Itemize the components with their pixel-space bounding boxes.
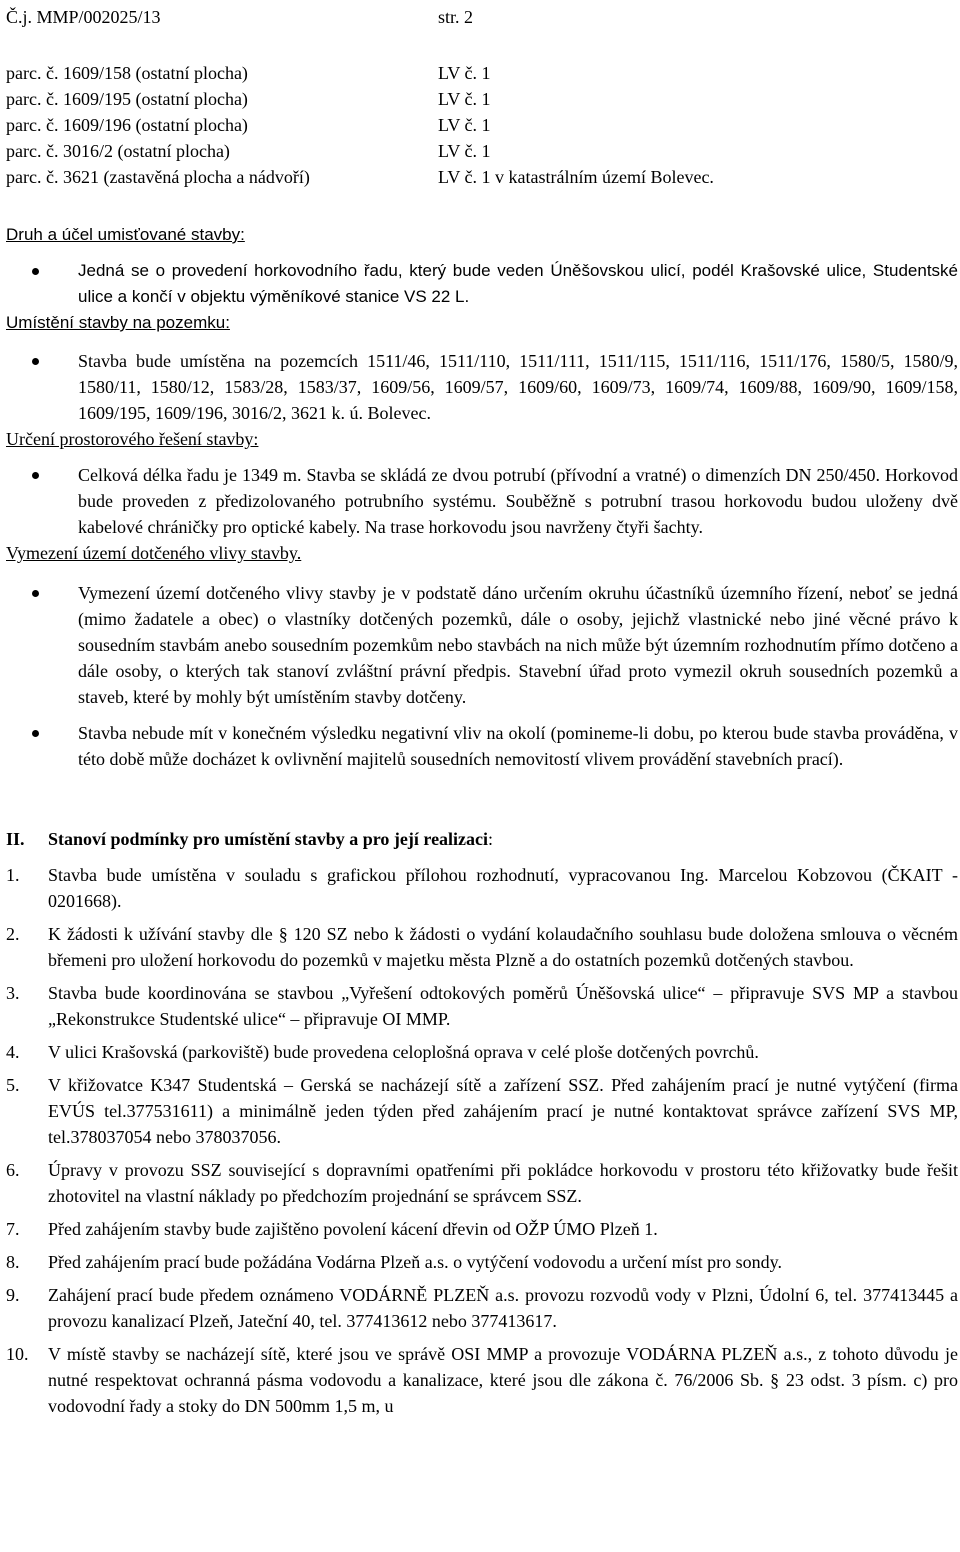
condition-number: 2. (6, 924, 20, 944)
parcel-row (6, 86, 958, 112)
condition-text: Zahájení prací bude předem oznámeno VODÁRNĚ PLZEŇ a.s. provozu rozvodů vody v Plzni, Údolní 6, tel. 377413445 a provozu kanalizací Plzeň, Jateční 40, tel. 377413612 nebo 377413617. (48, 1285, 958, 1331)
condition-item (6, 1249, 958, 1275)
section-title-druh: Druh a účel umisťované stavby: (6, 225, 245, 244)
parcel-lv: LV č. 1 (438, 89, 491, 109)
condition-number: 1. (6, 865, 20, 885)
condition-item (6, 1039, 958, 1065)
condition-text: Před zahájením prací bude požádána Vodárna Plzeň a.s. o vytýčení vodovodu a určení míst pro sondy. (48, 1252, 782, 1272)
list-item: Stavba nebude mít v konečném výsledku negativní vliv na okolí (pomineme-li dobu, po kterou bude stavba prováděna, v této době může docházet k ovlivnění majitelů sousedních nemovitostí vlivem provádění stavebních prací). (6, 720, 958, 772)
section-2-colon: : (488, 829, 494, 849)
parcel-label: parc. č. 1609/158 (ostatní plocha) (6, 63, 248, 83)
conditions-list (6, 862, 958, 1419)
section-title-vymezeni: Vymezení území dotčeného vlivy stavby. (6, 543, 302, 563)
parcel-label: parc. č. 1609/195 (ostatní plocha) (6, 89, 248, 109)
condition-text: V místě stavby se nacházejí sítě, které jsou ve správě OSI MMP a provozuje VODÁRNA PLZEŇ a.s., z tohoto důvodu je nutné respektovat ochranná pásma vodovodu a kanalizace, které jsou dle zákona č. 76/2006 Sb. § 23 odst. 3 písm. c) pro vodovodní řady a stoky do DN 500mm 1,5 m, u (48, 1344, 958, 1416)
urceni-list (6, 462, 958, 540)
parcel-label: parc. č. 3621 (zastavěná plocha a nádvoří) (6, 167, 310, 187)
parcel-lv: LV č. 1 (438, 141, 491, 161)
condition-text: Stavba bude umístěna v souladu s grafickou přílohou rozhodnutí, vypracovanou Ing. Marcelou Kobzovou (ČKAIT - 0201668). (48, 865, 958, 911)
parcel-row (6, 60, 958, 86)
condition-number: 4. (6, 1042, 20, 1062)
condition-item (6, 1341, 958, 1419)
parcel-lv: LV č. 1 (438, 115, 491, 135)
condition-item (6, 1072, 958, 1150)
condition-item (6, 980, 958, 1032)
condition-text: V ulici Krašovská (parkoviště) bude provedena celoplošná oprava v celé ploše dotčených povrchů. (48, 1042, 759, 1062)
condition-text: V křižovatce K347 Studentská – Gerská se nacházejí sítě a zařízení SSZ. Před zahájením prací je nutné vytýčení (firma EVÚS tel.377531611) a minimálně jeden týden před zahájením prací je nutné kontaktovat správce zařízení SVS MP, tel.378037054 nebo 378037056. (48, 1075, 958, 1147)
condition-number: 8. (6, 1252, 20, 1272)
condition-number: 7. (6, 1219, 20, 1239)
vymezeni-list (6, 580, 958, 772)
page-number: str. 2 (438, 7, 474, 27)
condition-number: 5. (6, 1075, 20, 1095)
druh-list (6, 258, 958, 310)
condition-item (6, 1216, 958, 1242)
section-2-title: Stanoví podmínky pro umístění stavby a pro její realizaci (48, 829, 489, 849)
condition-text: K žádosti k užívání stavby dle § 120 SZ nebo k žádosti o vydání kolaudačního souhlasu bude doložena smlouva o věcném břemeni pro uložení horkovodu do pozemků v majetku města Plzně a do ostatních pozemků dotčených stavbou. (48, 924, 958, 970)
parcel-lv: LV č. 1 v katastrálním území Bolevec. (438, 167, 714, 187)
condition-text: Před zahájením stavby bude zajištěno povolení kácení dřevin od OŽP ÚMO Plzeň 1. (48, 1219, 658, 1239)
parcel-label: parc. č. 3016/2 (ostatní plocha) (6, 141, 230, 161)
page-header (6, 4, 958, 30)
section-title-urceni: Určení prostorového řešení stavby: (6, 429, 259, 449)
section-2-number: II. (6, 829, 25, 849)
section-2-heading (6, 826, 958, 852)
document-page (6, 0, 958, 1426)
condition-number: 9. (6, 1285, 20, 1305)
parcel-label: parc. č. 1609/196 (ostatní plocha) (6, 115, 248, 135)
condition-item (6, 921, 958, 973)
parcel-row (6, 138, 958, 164)
parcel-row (6, 164, 958, 190)
condition-number: 3. (6, 983, 20, 1003)
condition-item (6, 862, 958, 914)
parcel-row (6, 112, 958, 138)
section-title-umisteni: Umístění stavby na pozemku: (6, 313, 230, 332)
condition-item (6, 1157, 958, 1209)
condition-number: 6. (6, 1160, 20, 1180)
reference-number: Č.j. MMP/002025/13 (6, 7, 161, 27)
umisteni-list (6, 348, 958, 426)
parcel-list (6, 60, 958, 190)
parcel-lv: LV č. 1 (438, 63, 491, 83)
list-item: Vymezení území dotčeného vlivy stavby je v podstatě dáno určením okruhu účastníků územního řízení, neboť se jedná (mimo žadatele a obec) o vlastníky dotčených pozemků, dále o osoby, jejichž vlastnické nebo jiné věcné právo k sousedním stavbám anebo sousedním pozemkům nebo stavbách na nich může být územním rozhodnutím přímo dotčeno a dále osoby, o kterých tak stanoví zvláštní právní předpis. Stavební úřad proto vymezil okruh sousedních pozemků a staveb, které by mohly být umístěním stavby dotčeny. (6, 580, 958, 710)
list-item: Celková délka řadu je 1349 m. Stavba se skládá ze dvou potrubí (přívodní a vratné) o dimenzích DN 250/450. Horkovod bude proveden z předizolovaného potrubního systému. Souběžně s potrubní trasou horkovodu budou uloženy dvě kabelové chráničky pro optické kabely. Na trase horkovodu jsou navrženy čtyři šachty. (6, 462, 958, 540)
condition-number: 10. (6, 1344, 29, 1364)
list-item: Stavba bude umístěna na pozemcích 1511/46, 1511/110, 1511/111, 1511/115, 1511/116, 1511/176, 1580/5, 1580/9, 1580/11, 1580/12, 1583/28, 1583/37, 1609/56, 1609/57, 1609/60, 1609/73, 1609/74, 1609/88, 1609/90, 1609/158, 1609/195, 1609/196, 3016/2, 3621 k. ú. Bolevec. (6, 348, 958, 426)
condition-item (6, 1282, 958, 1334)
section-2 (6, 826, 958, 1419)
list-item: Jedná se o provedení horkovodního řadu, který bude veden Úněšovskou ulicí, podél Krašovské ulice, Studentské ulice a končí v objektu výměníkové stanice VS 22 L. (6, 258, 958, 310)
condition-text: Úpravy v provozu SSZ související s dopravními opatřeními při pokládce horkovodu v prostoru této křižovatky bude řešit zhotovitel na vlastní náklady po předchozím projednání se správcem SSZ. (48, 1160, 958, 1206)
condition-text: Stavba bude koordinována se stavbou „Vyřešení odtokových poměrů Úněšovská ulice“ – připravuje SVS MP a stavbou „Rekonstrukce Studentské ulice“ – připravuje OI MMP. (48, 983, 958, 1029)
